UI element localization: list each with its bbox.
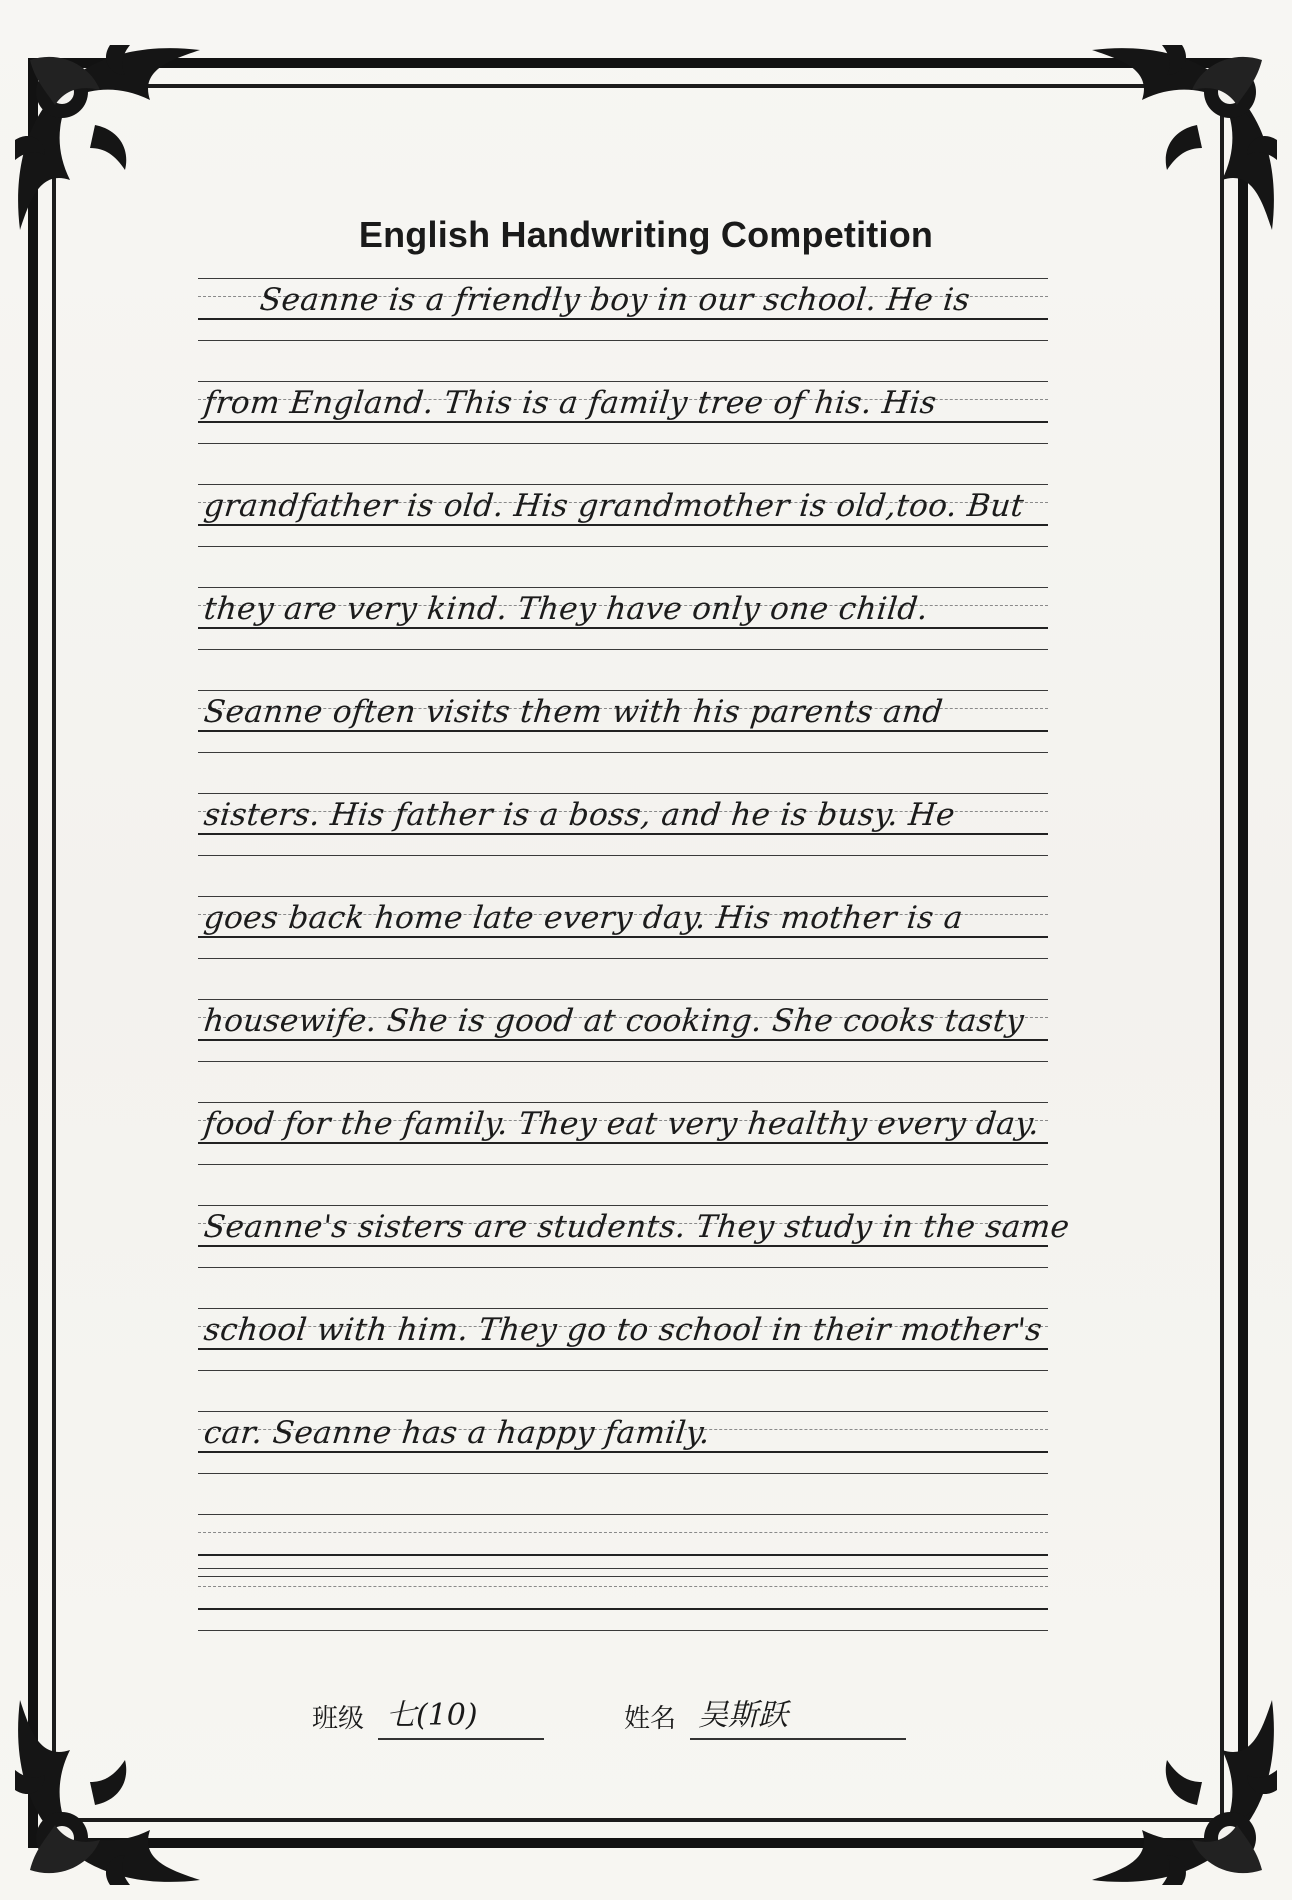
handwritten-text: Seanne is a friendly boy in our school. He is [258, 282, 972, 318]
class-value: 七(10) [378, 1690, 544, 1740]
writing-line [198, 1308, 1048, 1411]
writing-line [198, 896, 1048, 999]
writing-line [198, 690, 1048, 793]
footer [0, 1690, 1292, 1750]
writing-line [198, 587, 1048, 690]
handwritten-text: Seanne's sisters are students. They study in the same [202, 1209, 1072, 1245]
page-title: English Handwriting Competition [358, 214, 934, 255]
handwritten-text: from England. This is a family tree of his. His [202, 385, 939, 421]
handwritten-text: car. Seanne has a happy family. [202, 1415, 712, 1451]
handwritten-text: housewife. She is good at cooking. She cooks tasty [202, 1003, 1026, 1039]
handwritten-text: Seanne often visits them with his parents and [202, 694, 945, 730]
class-label: 班级 [312, 1704, 365, 1734]
writing-line [198, 1205, 1072, 1308]
writing-line [198, 484, 1048, 587]
writing-line [198, 278, 1048, 381]
handwritten-text: sisters. His father is a boss, and he is busy. He [202, 797, 957, 833]
name-value: 吴斯跃 [690, 1690, 906, 1740]
handwritten-text: they are very kind. They have only one child. [202, 591, 930, 627]
writing-lines [198, 278, 1072, 1622]
name-label: 姓名 [624, 1704, 677, 1734]
writing-line [198, 1568, 1048, 1622]
handwritten-text: food for the family. They eat very healthy every day. [202, 1106, 1042, 1142]
writing-line [198, 381, 1048, 484]
writing-line [198, 999, 1048, 1102]
writing-line [198, 1102, 1048, 1205]
writing-line [198, 793, 1048, 896]
handwritten-text: goes back home late every day. His mother is a [202, 900, 965, 936]
guide-lines [198, 1568, 1048, 1632]
writing-line [198, 1411, 1048, 1514]
handwritten-text: school with him. They go to school in their mother's [202, 1312, 1044, 1348]
writing-line [198, 1514, 1048, 1568]
handwritten-text: grandfather is old. His grandmother is old,too. But [202, 488, 1026, 524]
